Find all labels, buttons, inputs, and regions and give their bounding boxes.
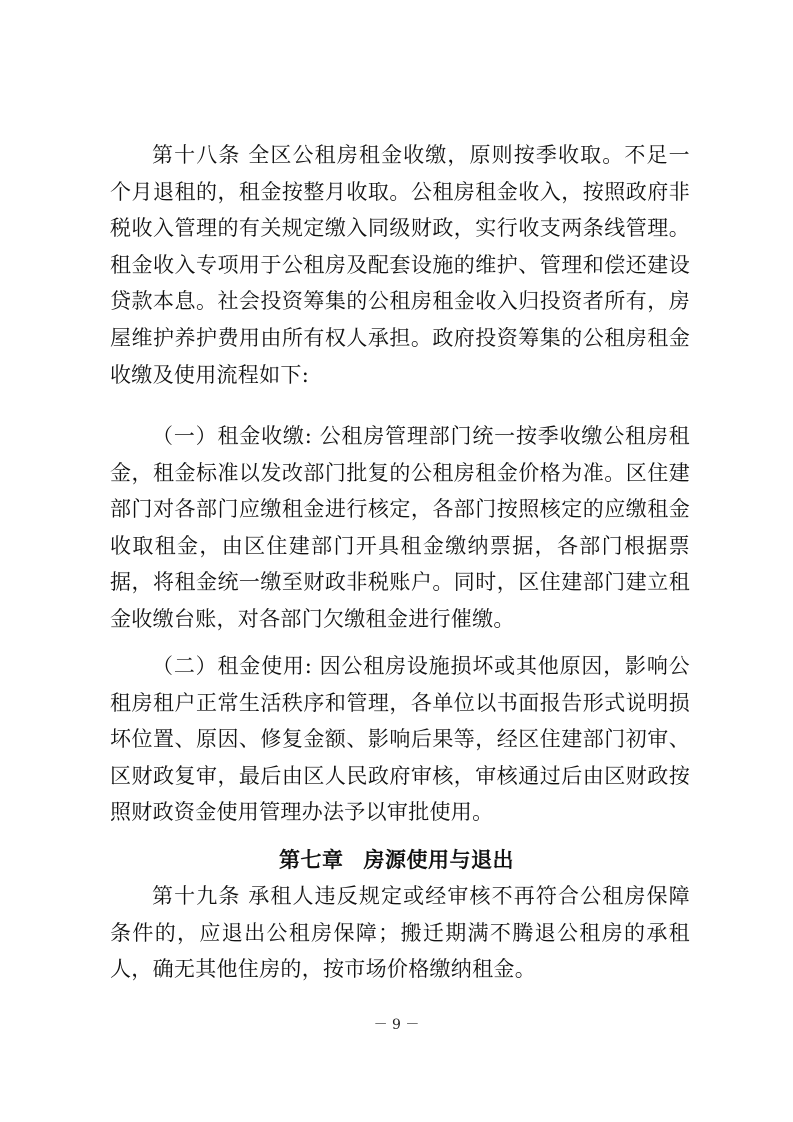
rent-collection-paragraph: （一）租金收缴: 公租房管理部门统一按季收缴公租房租金，租金标准以发改部门批复的公租房租金价格为准。区住建部门对各部门应缴租金进行核定，各部门按照核定的应缴租金收取租金，由区住建部门开具租金缴纳票据，各部门根据票据，将租金统一缴至财政非税账户。同时，区住建部门建立租金收缴台账，对各部门欠缴租金进行催缴。 bbox=[110, 424, 690, 631]
article-18-paragraph: 第十八条 全区公租房租金收缴，原则按季收取。不足一个月退租的，租金按整月收取。公租房租金收入，按照政府非税收入管理的有关规定缴入同级财政，实行收支两条线管理。租金收入专项用于公租房及配套设施的维护、管理和偿还建设贷款本息。社会投资筹集的公租房租金收入归投资者所有，房屋维护养护费用由所有权人承担。政府投资筹集的公租房租金收缴及使用流程如下: bbox=[110, 143, 690, 387]
chapter-heading bbox=[0, 843, 793, 877]
chapter-number: 第七章 bbox=[279, 848, 344, 872]
rent-usage-paragraph: （二）租金使用: 因公租房设施损坏或其他原因，影响公租房租户正常生活秩序和管理，各单位以书面报告形式说明损坏位置、原因、修复金额、影响后果等，经区住建部门初审、区财政复审，最后由区人民政府审核，审核通过后由区财政按照财政资金使用管理办法予以审批使用。 bbox=[110, 654, 690, 825]
chapter-title: 房源使用与退出 bbox=[363, 848, 514, 872]
page-number: － 9 － bbox=[373, 1017, 420, 1033]
article-19-paragraph: 第十九条 承租人违反规定或经审核不再符合公租房保障条件的，应退出公租房保障；搬迁期满不腾退公租房的承租人，确无其他住房的，按市场价格缴纳租金。 bbox=[110, 884, 690, 982]
